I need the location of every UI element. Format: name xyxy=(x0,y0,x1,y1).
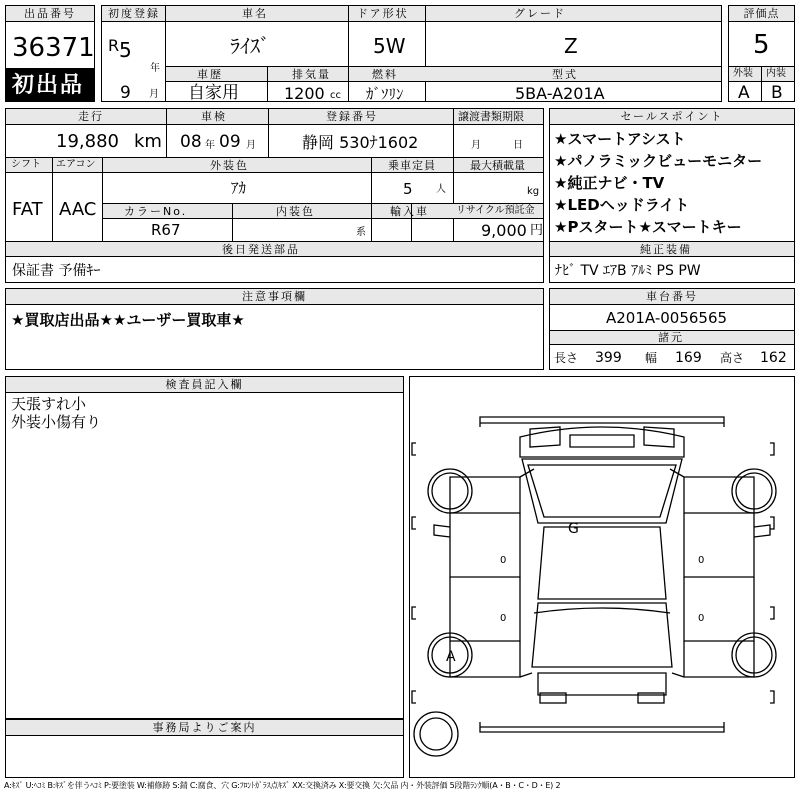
height-label: 高さ xyxy=(720,351,745,365)
inspection-year: 08 xyxy=(180,132,202,152)
notes-label: 注意事項欄 xyxy=(6,289,543,305)
fuel-label: 燃料 xyxy=(372,68,398,81)
displacement-unit: cc xyxy=(330,90,341,101)
diagram-mark-zero: 0 xyxy=(500,613,507,624)
mileage-label: 走行 xyxy=(78,110,104,123)
car-name-value: ﾗｲｽﾞ xyxy=(230,34,270,58)
notes-box xyxy=(5,288,544,370)
office-box xyxy=(5,719,404,778)
chassis-box xyxy=(549,288,795,370)
registration-label: 登録番号 xyxy=(326,110,378,123)
diagram-mark-zero: 0 xyxy=(500,555,507,566)
sales-points-box xyxy=(549,108,795,283)
capacity-label: 乗車定員 xyxy=(388,159,436,172)
recycle-unit: 円 xyxy=(530,223,544,238)
grade-label: グレード xyxy=(514,7,566,20)
car-diagram xyxy=(410,377,794,777)
first-reg-year: 5 xyxy=(119,38,132,62)
color-no-value: R67 xyxy=(151,221,181,239)
diagram-mark-zero: 0 xyxy=(698,613,705,624)
inspector-label: 検査員記入欄 xyxy=(6,377,403,393)
lot-number: 36371 xyxy=(12,33,95,63)
height-value: 162 xyxy=(760,350,787,366)
diagram-mark-g: G xyxy=(568,521,579,537)
aircon-value: AAC xyxy=(59,199,97,220)
width-label: 幅 xyxy=(645,351,658,365)
displacement-label: 排気量 xyxy=(292,68,331,81)
fuel-value: ｶﾞｿﾘﾝ xyxy=(366,85,404,103)
inspector-line: 天張すれ小 xyxy=(11,395,87,413)
lot-label: 出品番号 xyxy=(6,6,94,22)
recycle-value: 9,000 xyxy=(481,221,527,240)
first-reg-month: 9 xyxy=(120,83,131,103)
details-box xyxy=(5,108,544,283)
recycle-label: リサイクル預託金 xyxy=(456,205,535,216)
inspection-label: 車検 xyxy=(201,110,227,123)
car-name-label: 車名 xyxy=(242,7,268,20)
grade-value: Z xyxy=(564,34,578,58)
lot-badge-text: 初出品 xyxy=(12,73,85,98)
score-box xyxy=(728,5,795,102)
inspector-line: 外装小傷有り xyxy=(11,413,102,431)
score-int-label: 内装 xyxy=(766,68,786,79)
equipment-value: ﾅﾋﾞ TV ｴｱB ｱﾙﾐ PS PW xyxy=(555,263,701,279)
capacity-value: 5 xyxy=(403,180,413,198)
aircon-label: エアコン xyxy=(56,159,96,170)
sales-point-item: ★LEDヘッドライト xyxy=(554,196,690,214)
mileage-value: 19,880 xyxy=(56,131,119,152)
lot-box xyxy=(5,5,95,102)
max-load-unit: kg xyxy=(527,186,540,197)
length-label: 長さ xyxy=(554,351,579,365)
chassis-label: 車台番号 xyxy=(550,289,794,305)
notes-value: ★買取店出品★★ユーザー買取車★ xyxy=(11,311,245,329)
width-value: 169 xyxy=(675,350,702,366)
diagram-mark-zero: 0 xyxy=(698,555,705,566)
later-parts-value: 保証書 予備ｷｰ xyxy=(12,263,101,279)
transfer-day-unit: 日 xyxy=(513,140,523,151)
office-label: 事務局よりご案内 xyxy=(6,720,403,736)
sales-point-item: ★スマートアシスト xyxy=(554,130,686,148)
chassis-value: A201A-0056565 xyxy=(606,309,728,327)
registration-value: 静岡 530ﾅ1602 xyxy=(302,133,419,152)
score-value: 5 xyxy=(753,30,770,60)
sales-point-item: ★純正ナビ・TV xyxy=(554,174,665,192)
sales-points-label: セールスポイント xyxy=(550,109,794,125)
legend-text: A:ｷｽﾞ U:ﾍｺﾐ B:ｷｽﾞを伴うﾍｺﾐ P:要塗装 W:補修跡 S:錆 C:腐食、穴 G:ﾌﾛﾝﾄｶﾞﾗｽ点ｷｽﾞ XX:交換済み X:要交換 欠:欠品 内・外装評価 5段階ﾗﾝｸ順(A・B・C・D・E) 2 xyxy=(4,781,561,790)
diagram-mark-a: A xyxy=(446,649,456,665)
inspection-year-unit: 年 xyxy=(205,140,215,151)
score-ext-value: A xyxy=(738,83,750,103)
first-reg-label: 初度登録 xyxy=(108,7,160,20)
door-label: ドア形状 xyxy=(357,7,409,20)
first-reg-month-unit: 月 xyxy=(149,89,159,100)
length-value: 399 xyxy=(595,350,622,366)
shift-label: シフト xyxy=(11,159,41,170)
equipment-label: 純正装備 xyxy=(640,243,692,256)
history-value: 自家用 xyxy=(188,83,239,103)
history-label: 車歴 xyxy=(197,68,223,81)
capacity-unit: 人 xyxy=(436,184,446,195)
transfer-month-unit: 月 xyxy=(471,140,481,151)
interior-color-unit: 系 xyxy=(356,227,366,238)
exterior-color-label: 外装色 xyxy=(210,159,249,172)
transfer-label: 譲渡書類期限 xyxy=(458,110,524,123)
max-load-label: 最大積載量 xyxy=(470,159,525,172)
main-info-box xyxy=(101,5,722,102)
displacement-value: 1200 xyxy=(284,84,325,103)
sales-point-item: ★パノラミックビューモニター xyxy=(554,152,763,170)
import-label: 輸入車 xyxy=(390,205,429,218)
inspection-month-unit: 月 xyxy=(246,140,256,151)
first-reg-year-unit: 年 xyxy=(150,63,160,74)
exterior-color-value: ｱｶ xyxy=(231,179,247,197)
model-label: 型式 xyxy=(552,68,578,81)
interior-color-label: 内装色 xyxy=(276,205,315,218)
score-ext-label: 外装 xyxy=(733,68,753,79)
mileage-unit: km xyxy=(134,131,162,152)
shift-value: FAT xyxy=(12,199,43,220)
first-reg-era: R xyxy=(108,36,120,55)
score-int-value: B xyxy=(771,83,783,103)
inspection-month: 09 xyxy=(219,132,241,152)
door-value: 5W xyxy=(373,34,406,58)
model-value: 5BA-A201A xyxy=(515,84,605,103)
inspector-box xyxy=(5,376,404,719)
sales-point-item: ★Pスタート★スマートキー xyxy=(554,218,742,236)
car-diagram-box xyxy=(409,376,795,778)
later-parts-label: 後日発送部品 xyxy=(222,243,300,256)
score-label: 評価点 xyxy=(729,6,794,22)
color-no-label: カラーNo. xyxy=(124,205,188,218)
dimensions-label: 諸元 xyxy=(658,331,684,344)
